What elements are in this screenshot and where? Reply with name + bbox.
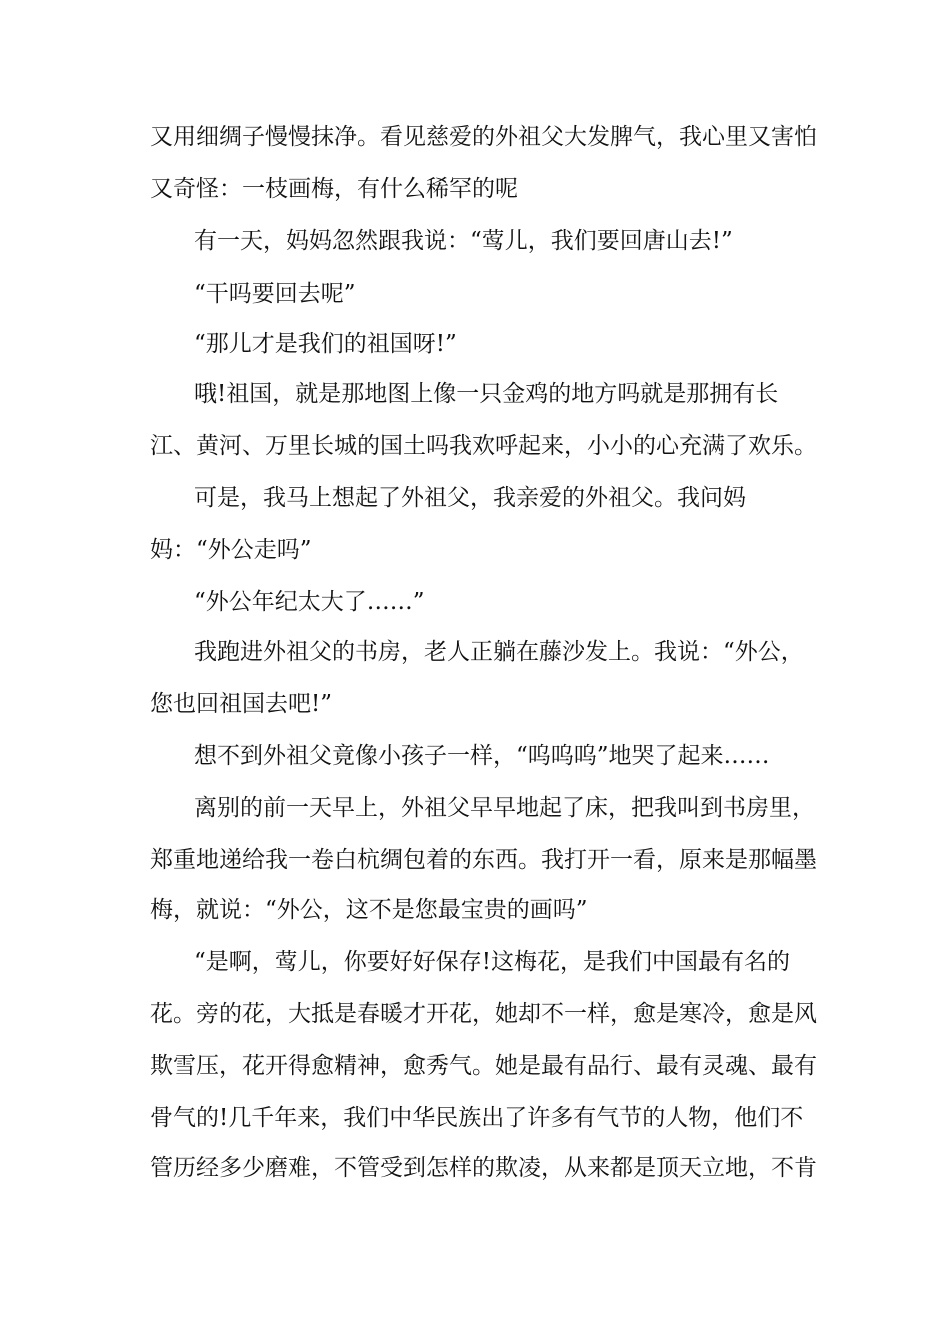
text-line: 可是，我马上想起了外祖父，我亲爱的外祖父。我问妈: [194, 485, 746, 511]
text-line: 梅，就说：“外公，这不是您最宝贵的画吗”: [150, 897, 588, 923]
text-line: “是啊，莺儿，你要好好保存!这梅花，是我们中国最有名的: [194, 949, 791, 975]
text-line: 欺雪压，花开得愈精神，愈秀气。她是最有品行、最有灵魂、最有: [150, 1053, 817, 1079]
text-line: 您也回祖国去吧!”: [150, 691, 333, 717]
text-line: “干吗要回去呢”: [194, 281, 356, 307]
text-line: 又奇怪：一枝画梅，有什么稀罕的呢: [150, 176, 518, 202]
text-line: 郑重地递给我一卷白杭绸包着的东西。我打开一看，原来是那幅墨: [150, 847, 817, 873]
text-line: 江、黄河、万里长城的国土吗我欢呼起来，小小的心充满了欢乐。: [150, 433, 817, 459]
text-line: 我跑进外祖父的书房，老人正躺在藤沙发上。我说：“外公，: [194, 639, 804, 665]
text-line: 想不到外祖父竟像小孩子一样，“呜呜呜”地哭了起来……: [194, 743, 770, 769]
text-line: 骨气的!几千年来，我们中华民族出了许多有气节的人物，他们不: [150, 1105, 804, 1131]
text-line: 又用细绸子慢慢抹净。看见慈爱的外祖父大发脾气，我心里又害怕: [150, 124, 817, 150]
text-line: 花。旁的花，大抵是春暖才开花，她却不一样，愈是寒冷，愈是风: [150, 1001, 817, 1027]
text-line: “外公年纪太大了……”: [194, 589, 425, 615]
text-line: 管历经多少磨难，不管受到怎样的欺凌，从来都是顶天立地，不肯: [150, 1155, 817, 1181]
text-line: 有一天，妈妈忽然跟我说：“莺儿，我们要回唐山去!”: [194, 228, 733, 254]
text-line: “那儿才是我们的祖国呀!”: [194, 331, 457, 357]
text-line: 哦!祖国，就是那地图上像一只金鸡的地方吗就是那拥有长: [194, 381, 779, 407]
text-line: 离别的前一天早上，外祖父早早地起了床，把我叫到书房里，: [194, 795, 815, 821]
text-line: 妈：“外公走吗”: [150, 537, 312, 563]
